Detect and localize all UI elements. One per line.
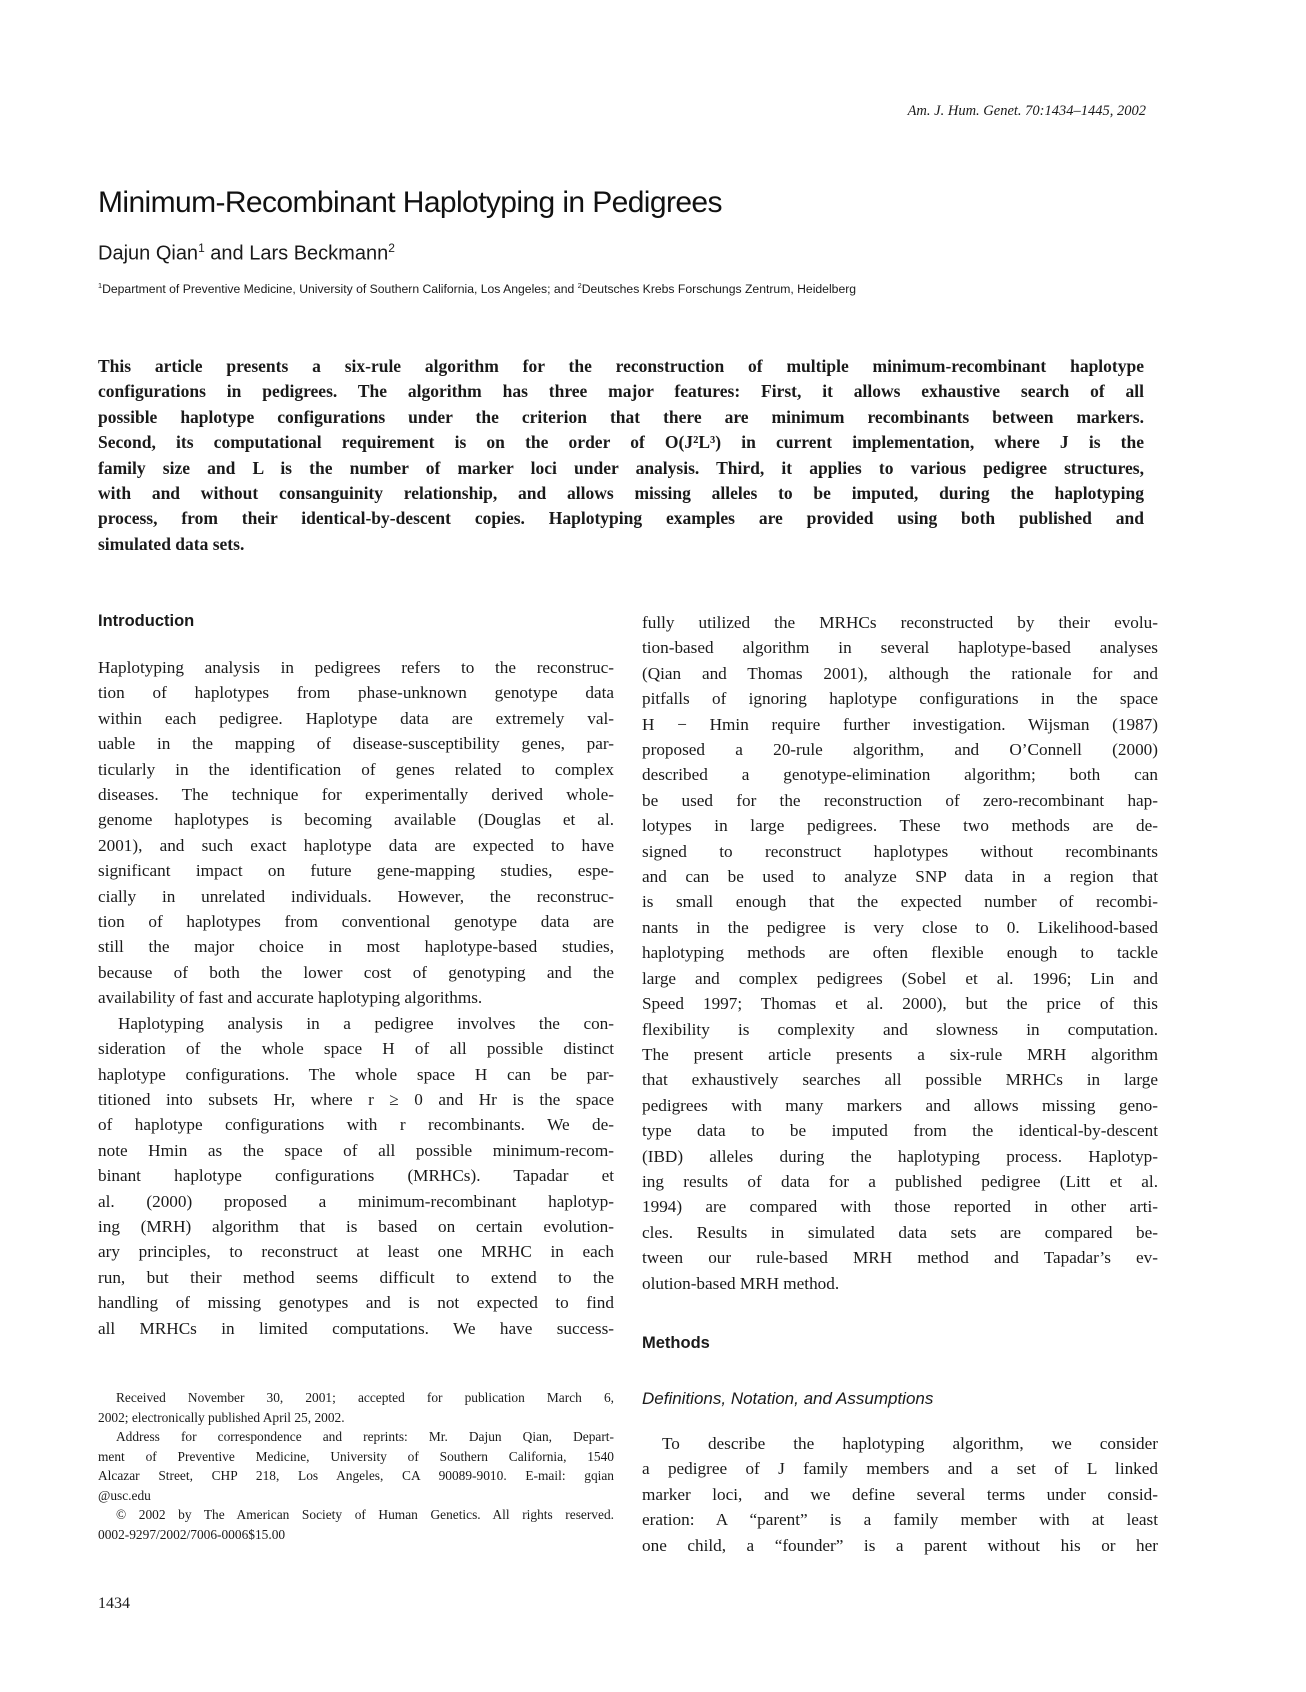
article-title: Minimum-Recombinant Haplotyping in Pedigrees <box>98 186 722 219</box>
body-line: cles. Results in simulated data sets are compared be- <box>642 1222 1158 1242</box>
footnote-line: Alcazar Street, CHP 218, Los Angeles, CA 90089-9010. E-mail: gqian <box>98 1468 614 1483</box>
body-line: H − Hmin require further investigation. Wijsman (1987) <box>642 714 1158 734</box>
body-line: is small enough that the expected number of recombi- <box>642 892 1158 912</box>
journal-reference: Am. J. Hum. Genet. 70:1434–1445, 2002 <box>907 103 1146 119</box>
footnote-line: 2002; electronically published April 25, 2002. <box>98 1409 345 1425</box>
body-line: pitfalls of ignoring haplotype configurations in the space <box>642 689 1158 709</box>
body-line: genome haplotypes is becoming available (Douglas et al. <box>98 810 614 830</box>
body-line: cially in unrelated individuals. However, the reconstruc- <box>98 886 614 906</box>
body-line: tion-based algorithm in several haplotype-based analyses <box>642 638 1158 658</box>
author-2: Lars Beckmann <box>249 242 389 265</box>
body-line: described a genotype-elimination algorithm; both can <box>642 765 1158 785</box>
footnote-line: Address for correspondence and reprints: Mr. Dajun Qian, Depart- <box>116 1429 614 1444</box>
body-line: and can be used to analyze SNP data in a region that <box>642 867 1158 887</box>
body-line: of haplotype configurations with r recombinants. We de- <box>98 1115 614 1135</box>
body-line: uable in the mapping of disease-susceptibility genes, par- <box>98 734 614 754</box>
body-line: tion of haplotypes from phase-unknown genotype data <box>98 683 614 703</box>
methods-heading: Methods <box>642 1334 710 1352</box>
abstract-line: Second, its computational requirement is on the order of O(J²L³) in current implementation, where J is the <box>98 432 1144 453</box>
body-line: run, but their method seems difficult to extend to the <box>98 1267 614 1287</box>
affil-2-mark: 2 <box>577 281 582 290</box>
body-line: titioned into subsets Hr, where r ≥ 0 and Hr is the space <box>98 1089 614 1109</box>
body-line: diseases. The technique for experimentally derived whole- <box>98 785 614 805</box>
right-column-text <box>642 610 1158 1296</box>
body-line: ary principles, to reconstruct at least one MRHC in each <box>98 1242 614 1262</box>
body-line: availability of fast and accurate haplotyping algorithms. <box>98 988 483 1008</box>
body-line: tion of haplotypes from conventional genotype data are <box>98 912 614 932</box>
body-line: eration: A “parent” is a family member with at least <box>642 1510 1158 1530</box>
abstract-line: with and without consanguinity relationship, and allows missing alleles to be imputed, during the haplotyping <box>98 483 1144 504</box>
body-line: flexibility is complexity and slowness in computation. <box>642 1019 1158 1039</box>
abstract <box>98 354 1144 557</box>
body-line: handling of missing genotypes and is not expected to find <box>98 1293 614 1313</box>
body-line: pedigrees with many markers and allows missing geno- <box>642 1095 1158 1115</box>
body-line: Haplotyping analysis in a pedigree involves the con- <box>118 1013 614 1033</box>
body-line: 2001), and such exact haplotype data are expected to have <box>98 835 614 855</box>
page-number: 1434 <box>98 1595 130 1612</box>
body-line: be used for the reconstruction of zero-recombinant hap- <box>642 790 1158 810</box>
footnotes <box>98 1388 614 1544</box>
body-line: Speed 1997; Thomas et al. 2000), but the price of this <box>642 994 1158 1014</box>
body-line: haplotyping methods are often flexible enough to tackle <box>642 943 1158 963</box>
body-line: ing results of data for a published pedigree (Litt et al. <box>642 1171 1158 1191</box>
body-line: still the major choice in most haplotype-based studies, <box>98 937 614 957</box>
body-line: tween our rule-based MRH method and Tapadar’s ev- <box>642 1248 1158 1268</box>
body-line: all MRHCs in limited computations. We have success- <box>98 1318 614 1338</box>
body-line: significant impact on future gene-mapping studies, espe- <box>98 861 614 881</box>
body-line: To describe the haplotyping algorithm, we consider <box>662 1434 1158 1453</box>
footnote-line: 0002-9297/2002/7006-0006$15.00 <box>98 1526 286 1542</box>
footnote-line: @usc.edu <box>98 1487 151 1503</box>
methods-text <box>642 1431 1158 1558</box>
author-1-affil-mark: 1 <box>198 241 205 255</box>
abstract-line: simulated data sets. <box>98 533 245 554</box>
body-line: proposed a 20-rule algorithm, and O’Connell (2000) <box>642 740 1158 760</box>
abstract-line: family size and L is the number of marker loci under analysis. Third, it applies to various pedigree structures, <box>98 457 1144 478</box>
author-1: Dajun Qian <box>98 242 199 265</box>
affil-2-text: Deutsches Krebs Forschungs Zentrum, Heidelberg <box>581 282 857 297</box>
body-line: (IBD) alleles during the haplotyping process. Haplotyp- <box>642 1146 1158 1166</box>
body-line: signed to reconstruct haplotypes without recombinants <box>642 841 1158 861</box>
body-line: lotypes in large pedigrees. These two methods are de- <box>642 816 1158 836</box>
introduction-heading: Introduction <box>98 612 195 630</box>
body-line: large and complex pedigrees (Sobel et al. 1996; Lin and <box>642 968 1158 988</box>
introduction-text <box>98 655 614 1341</box>
body-line: within each pedigree. Haplotype data are extremely val- <box>98 708 614 728</box>
body-line: haplotype configurations. The whole space H can be par- <box>98 1064 614 1084</box>
body-line: that exhaustively searches all possible MRHCs in large <box>642 1070 1158 1090</box>
abstract-line: This article presents a six-rule algorithm for the reconstruction of multiple minimum-recombinant haplotype <box>98 356 1144 376</box>
author-separator: and <box>204 242 250 265</box>
body-line: type data to be imputed from the identical-by-descent <box>642 1121 1158 1141</box>
authors <box>98 241 395 266</box>
body-line: (Qian and Thomas 2001), although the rationale for and <box>642 663 1158 683</box>
body-line: ticularly in the identification of genes related to complex <box>98 759 614 779</box>
body-line: marker loci, and we define several terms under consid- <box>642 1484 1158 1504</box>
body-line: because of both the lower cost of genotyping and the <box>98 962 614 982</box>
affiliations <box>98 281 1168 296</box>
body-line: a pedigree of J family members and a set of L linked <box>642 1459 1158 1479</box>
body-line: binant haplotype configurations (MRHCs). Tapadar et <box>98 1166 614 1186</box>
body-line: one child, a “founder” is a parent without his or her <box>642 1535 1158 1555</box>
body-line: note Hmin as the space of all possible minimum-recom- <box>98 1140 614 1160</box>
abstract-line: process, from their identical-by-descent copies. Haplotyping examples are provided using both published and <box>98 508 1144 529</box>
footnote-line: Received November 30, 2001; accepted for publication March 6, <box>116 1390 614 1405</box>
author-2-affil-mark: 2 <box>388 241 395 255</box>
abstract-line: configurations in pedigrees. The algorithm has three major features: First, it allows exhaustive search of all <box>98 381 1144 402</box>
body-line: ing (MRH) algorithm that is based on certain evolution- <box>98 1216 614 1236</box>
body-line: al. (2000) proposed a minimum-recombinant haplotyp- <box>98 1191 614 1211</box>
body-line: sideration of the whole space H of all possible distinct <box>98 1039 614 1059</box>
abstract-line: possible haplotype configurations under the criterion that there are minimum recombinants between markers. <box>98 406 1144 427</box>
footnote-line: ment of Preventive Medicine, University of Southern California, 1540 <box>98 1448 614 1464</box>
body-line: Haplotyping analysis in pedigrees refers to the reconstruc- <box>98 658 614 677</box>
body-line: 1994) are compared with those reported in other arti- <box>642 1197 1158 1217</box>
body-line: olution-based MRH method. <box>642 1273 840 1293</box>
subsection-heading: Definitions, Notation, and Assumptions <box>642 1389 934 1408</box>
affil-1-text: Department of Preventive Medicine, University of Southern California, Los Angeles; and <box>102 282 578 297</box>
footnote-line: © 2002 by The American Society of Human Genetics. All rights reserved. <box>116 1507 614 1522</box>
body-line: nants in the pedigree is very close to 0. Likelihood-based <box>642 917 1158 937</box>
body-line: fully utilized the MRHCs reconstructed by their evolu- <box>642 613 1158 632</box>
affil-1-mark: 1 <box>98 281 103 290</box>
body-line: The present article presents a six-rule MRH algorithm <box>642 1044 1158 1064</box>
